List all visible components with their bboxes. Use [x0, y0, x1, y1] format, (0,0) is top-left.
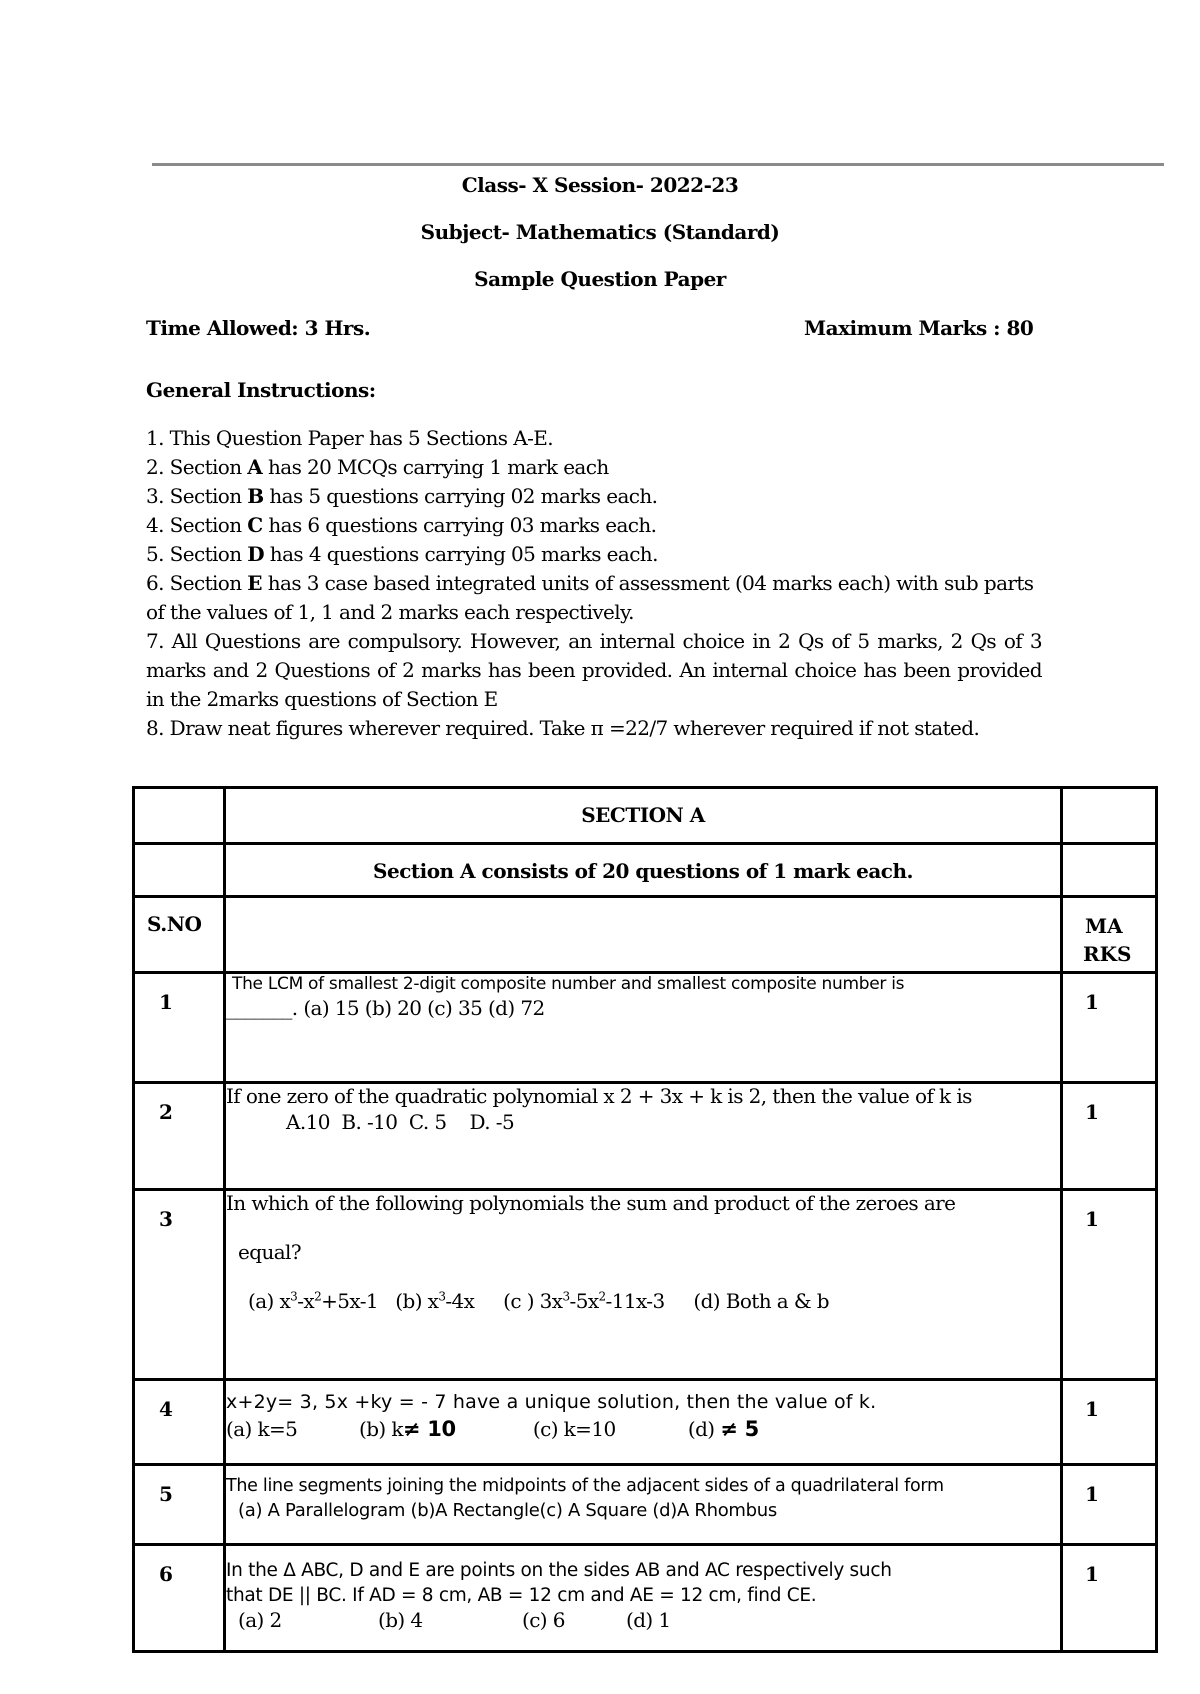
option-a: (a) x — [248, 1289, 291, 1313]
marks-header-line: RKS — [1083, 942, 1132, 966]
question-marks: 1 — [1062, 1083, 1157, 1190]
table-row — [134, 788, 1157, 844]
sno-header: S.NO — [134, 897, 225, 973]
option-a: -x — [297, 1289, 315, 1313]
instruction-3 — [146, 482, 1042, 511]
question-options — [238, 1608, 1060, 1633]
instruction-text: has 4 questions carrying 05 marks each. — [264, 542, 658, 566]
question-marks: 1 — [1062, 1465, 1157, 1545]
question-options — [248, 1289, 1060, 1313]
question-text: The LCM of smallest 2-digit composite number and smallest composite number is — [232, 974, 905, 994]
option-b: -4x — [445, 1289, 475, 1313]
header-rule — [152, 163, 1164, 166]
instruction-4 — [146, 511, 1042, 540]
question-marks: 1 — [1062, 1190, 1157, 1380]
question-number: 3 — [134, 1190, 225, 1380]
section-letter: C — [247, 513, 263, 537]
empty-cell — [1062, 844, 1157, 897]
option-b: (b) k — [359, 1417, 403, 1441]
instruction-1: 1. This Question Paper has 5 Sections A-E. — [146, 426, 553, 450]
question-5 — [225, 1465, 1062, 1545]
instruction-text: has 3 case based integrated units of assessment (04 marks each) with sub parts of the values of 1, 1 and 2 marks each respectively. — [146, 571, 1034, 624]
section-description: Section A consists of 20 questions of 1 mark each. — [225, 844, 1062, 897]
marks-header-line: MA — [1085, 914, 1123, 938]
question-4 — [225, 1380, 1062, 1465]
option-c: -5x — [569, 1289, 599, 1313]
empty-cell — [134, 844, 225, 897]
subject-heading: Subject- Mathematics (Standard) — [420, 220, 780, 244]
option-a: (a) k=5 — [226, 1417, 298, 1441]
question-text: The line segments joining the midpoints of the adjacent sides of a quadrilateral form — [226, 1476, 944, 1496]
instruction-text: has 20 MCQs carrying 1 mark each — [262, 455, 609, 479]
exponent: 3 — [290, 1289, 298, 1304]
question-text: If one zero of the quadratic polynomial x 2 + 3x + k is 2, then the value of k is — [226, 1084, 972, 1108]
question-marks: 1 — [1062, 1545, 1157, 1652]
option-a: +5x-1 — [321, 1289, 379, 1313]
paper-title: Sample Question Paper — [474, 267, 726, 291]
table-row — [134, 1545, 1157, 1652]
question-text: In the Δ ABC, D and E are points on the sides AB and AC respectively such — [226, 1560, 892, 1581]
section-letter: A — [247, 455, 263, 479]
instruction-7: 7. All Questions are compulsory. However, an internal choice in 2 Qs of 5 marks, 2 Qs of 3 marks and 2 Questions of 2 marks has been provided. An internal choice has been provided in the 2marks questions of Section E — [146, 629, 1042, 711]
question-number: 2 — [134, 1083, 225, 1190]
instruction-text: 3. Section — [146, 484, 248, 508]
option-b-value: ≠ 10 — [402, 1417, 456, 1441]
instruction-text: 6. Section — [146, 571, 248, 595]
question-3 — [225, 1190, 1062, 1380]
question-header — [225, 897, 1062, 973]
empty-cell — [1062, 788, 1157, 844]
marks-header — [1062, 897, 1157, 973]
question-number: 4 — [134, 1380, 225, 1465]
table-row — [134, 1465, 1157, 1545]
section-letter: B — [247, 484, 264, 508]
question-number: 6 — [134, 1545, 225, 1652]
general-instructions-title: General Instructions: — [146, 378, 376, 402]
question-number: 1 — [134, 973, 225, 1083]
table-header-row — [134, 897, 1157, 973]
instruction-text: 2. Section — [146, 455, 248, 479]
instruction-text: 5. Section — [146, 542, 248, 566]
exponent: 2 — [598, 1289, 606, 1304]
option-b: (b) 4 — [378, 1608, 423, 1632]
question-6 — [225, 1545, 1062, 1652]
section-letter: D — [247, 542, 265, 566]
table-row — [134, 1083, 1157, 1190]
option-d: (d) Both a & b — [693, 1289, 829, 1313]
question-text: that DE || BC. If AD = 8 cm, AB = 12 cm and AE = 12 cm, find CE. — [226, 1585, 817, 1606]
table-row — [134, 1380, 1157, 1465]
question-2 — [225, 1083, 1062, 1190]
exponent: 3 — [438, 1289, 446, 1304]
instruction-8: 8. Draw neat figures wherever required. Take π =22/7 wherever required if not stated. — [146, 716, 980, 740]
option-d-value: ≠ 5 — [720, 1417, 759, 1441]
exponent: 3 — [562, 1289, 570, 1304]
instructions-list — [146, 424, 1042, 743]
option-c: (c) 6 — [522, 1608, 565, 1632]
class-session-heading: Class- X Session- 2022-23 — [461, 173, 739, 197]
option-c: -11x-3 — [605, 1289, 665, 1313]
instruction-5 — [146, 540, 1042, 569]
table-row — [134, 973, 1157, 1083]
section-a-table — [132, 786, 1158, 1653]
exponent: 2 — [314, 1289, 322, 1304]
option-d: (d) 1 — [626, 1608, 671, 1632]
section-letter: E — [247, 571, 262, 595]
question-options: _______. (a) 15 (b) 20 (c) 35 (d) 72 — [226, 996, 545, 1020]
option-b: (b) x — [395, 1289, 439, 1313]
question-options: (a) A Parallelogram (b)A Rectangle(c) A Square (d)A Rhombus — [238, 1500, 777, 1521]
instruction-text: 4. Section — [146, 513, 248, 537]
question-1 — [225, 973, 1062, 1083]
option-c: (c) k=10 — [532, 1417, 616, 1441]
option-d: (d) — [687, 1417, 721, 1441]
question-options: A.10 B. -10 C. 5 D. -5 — [286, 1110, 515, 1134]
instruction-2 — [146, 453, 1042, 482]
question-text: equal? — [238, 1240, 301, 1264]
time-allowed: Time Allowed: 3 Hrs. — [146, 316, 371, 340]
section-title: SECTION A — [225, 788, 1062, 844]
question-options — [226, 1417, 1060, 1441]
table-row — [134, 1190, 1157, 1380]
question-number: 5 — [134, 1465, 225, 1545]
table-row — [134, 844, 1157, 897]
empty-cell — [134, 788, 225, 844]
maximum-marks: Maximum Marks : 80 — [804, 316, 1034, 340]
question-text: x+2y= 3, 5x +ky = - 7 have a unique solution, then the value of k. — [226, 1391, 877, 1413]
question-marks: 1 — [1062, 973, 1157, 1083]
instruction-6 — [146, 569, 1042, 627]
instruction-text: has 6 questions carrying 03 marks each. — [262, 513, 657, 537]
instruction-text: has 5 questions carrying 02 marks each. — [263, 484, 658, 508]
question-marks: 1 — [1062, 1380, 1157, 1465]
option-a: (a) 2 — [238, 1608, 282, 1632]
question-text: In which of the following polynomials the sum and product of the zeroes are — [226, 1191, 956, 1215]
option-c: (c ) 3x — [503, 1289, 563, 1313]
